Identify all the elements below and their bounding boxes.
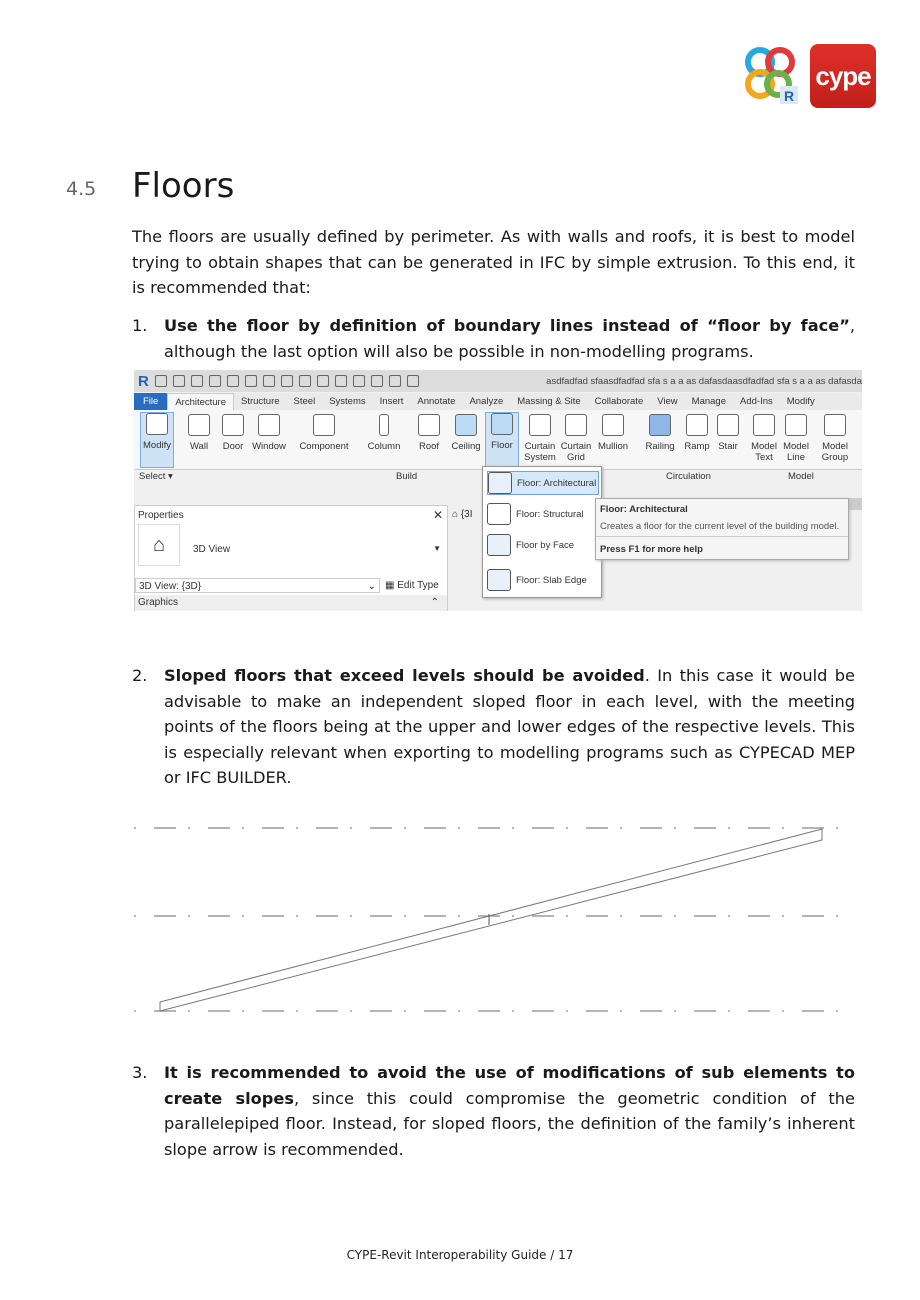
model-panel-label: Model [788, 471, 814, 482]
tab-systems[interactable]: Systems [329, 396, 366, 407]
tab-manage[interactable]: Manage [691, 396, 726, 407]
model-text-tool[interactable]: Model Text [748, 414, 780, 463]
tab-structure[interactable]: Structure [241, 396, 280, 407]
svg-text:R: R [784, 88, 795, 104]
cype-logo: cype [810, 44, 876, 108]
view-selector[interactable]: 3D View: {3D} ⌄ [135, 578, 380, 593]
ceiling-tool[interactable]: Ceiling [448, 414, 484, 452]
list-item: 2. Sloped floors that exceed levels should be avoided. In this case it would be advisable to make an independent sloped floor in each level, with the meeting points of the floors being at the upper and lower edges of the respective levels. This is especially relevant when exporting to modelling programs such as CYPECAD MEP or IFC BUILDER. [132, 666, 855, 787]
edit-type-button[interactable]: ▦ Edit Type [385, 580, 439, 591]
type-dropdown-icon[interactable]: ▼ [433, 544, 441, 553]
tab-architecture[interactable]: Architecture [167, 393, 234, 410]
properties-title: Properties [138, 510, 184, 521]
tooltip-help: Press F1 for more help [600, 544, 703, 555]
view-tab[interactable]: ⌂ {3I [452, 509, 473, 520]
floor-tool[interactable]: Floor [485, 412, 519, 468]
tab-view[interactable]: View [657, 396, 678, 407]
component-tool[interactable]: Component [296, 414, 352, 452]
tab-modify[interactable]: Modify [786, 396, 815, 407]
menu-item-floor-architectural[interactable]: Floor: Architectural [487, 471, 599, 495]
chevron-down-icon: ⌄ [367, 581, 376, 592]
wall-tool[interactable]: Wall [186, 414, 212, 452]
close-icon[interactable]: ✕ [432, 508, 443, 522]
modify-tool[interactable]: Modify [140, 412, 174, 468]
list-item: 1. Use the floor by definition of boundary lines instead of “floor by face”, although the last option will also be possible in non-modelling programs. [132, 316, 855, 361]
model-group-tool[interactable]: Model Group [818, 414, 852, 463]
build-panel-label: Build [396, 471, 418, 482]
tab-file[interactable]: File [134, 393, 167, 410]
curtain-grid-tool[interactable]: Curtain Grid [560, 414, 592, 463]
tab-collaborate[interactable]: Collaborate [594, 396, 644, 407]
ramp-tool[interactable]: Ramp [682, 414, 712, 452]
roof-tool[interactable]: Roof [416, 414, 442, 452]
intro-paragraph: The floors are usually defined by perimeter. As with walls and roofs, it is best to model trying to obtain shapes that can be generated in IFC by simple extrusion. To this end, it is recommended that: [132, 227, 855, 297]
tooltip-title: Floor: Architectural [600, 504, 688, 515]
circulation-panel-label: Circulation [666, 471, 711, 482]
curtain-system-tool[interactable]: Curtain System [524, 414, 556, 463]
tab-add-ins[interactable]: Add-Ins [740, 396, 773, 407]
tab-steel[interactable]: Steel [293, 396, 316, 407]
sloped-floor-slab [160, 829, 822, 1011]
section-title: Floors [132, 166, 235, 206]
menu-item-floor-by-face[interactable]: Floor by Face [487, 534, 574, 556]
type-selector[interactable]: 3D View [193, 544, 231, 555]
section-number: 4.5 [66, 178, 97, 200]
tab-annotate[interactable]: Annotate [417, 396, 456, 407]
tooltip-description: Creates a floor for the current level of the building model. [600, 521, 840, 532]
house-icon: ⌂ [138, 524, 180, 566]
menu-item-floor-structural[interactable]: Floor: Structural [487, 503, 584, 525]
column-tool[interactable]: Column [362, 414, 406, 452]
door-tool[interactable]: Door [220, 414, 246, 452]
mullion-tool[interactable]: Mullion [595, 414, 631, 452]
railing-tool[interactable]: Railing [642, 414, 678, 452]
tab-massing-site[interactable]: Massing & Site [517, 396, 581, 407]
revit-app-icon[interactable]: R [138, 372, 149, 390]
graphics-category[interactable]: Graphics ⌃ [135, 595, 447, 611]
stair-tool[interactable]: Stair [714, 414, 742, 452]
list-item: 3. It is recommended to avoid the use of modifications of sub elements to create slopes, since this could compromise the geometric condition of the parallelepiped floor. Instead, for sloped floors, the definition of the family’s inherent slope arrow is recommended. [132, 1063, 855, 1159]
tab-insert[interactable]: Insert [379, 396, 404, 407]
select-panel-label[interactable]: Select ▾ [139, 471, 173, 482]
window-tool[interactable]: Window [250, 414, 288, 452]
tab-analyze[interactable]: Analyze [469, 396, 504, 407]
menu-item-floor-slab-edge[interactable]: Floor: Slab Edge [487, 569, 587, 591]
window-title: asdfadfad sfaasdfadfad sfa s a a as dafasdaasdfadfad sfa s a a as dafasda [546, 375, 862, 387]
model-line-tool[interactable]: Model Line [780, 414, 812, 463]
page-footer: CYPE-Revit Interoperability Guide / 17 [346, 1248, 574, 1262]
